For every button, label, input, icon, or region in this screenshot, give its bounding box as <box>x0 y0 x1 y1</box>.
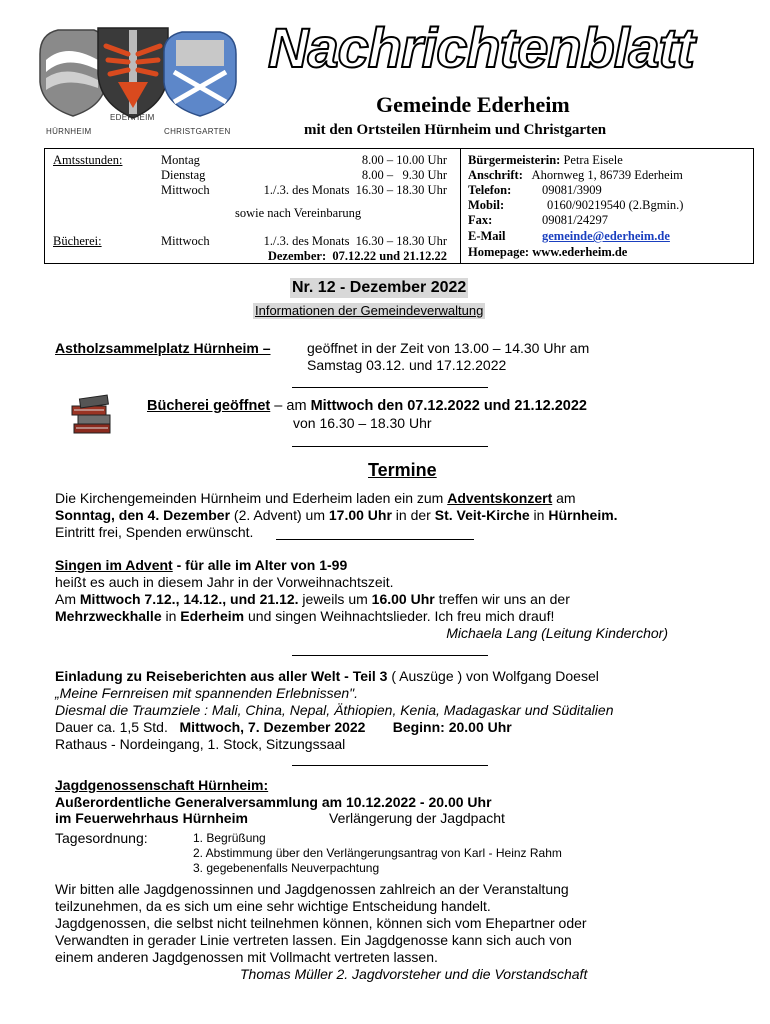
separator-2 <box>292 446 488 447</box>
time-mittwoch: 1./.3. des Monats 16.30 – 18.30 Uhr <box>263 183 447 197</box>
vereinbarung-note: sowie nach Vereinbarung <box>235 206 362 220</box>
singen-treffen: treffen wir uns an der <box>434 591 570 607</box>
fax-value: 09081/24297 <box>542 213 608 227</box>
jagd-versammlung: Außerordentliche Generalversammlung am 10.12.2022 - 20.00 Uhr <box>55 794 492 810</box>
reise-destinations: Diesmal die Traumziele : Mali, China, Nepal, Äthiopien, Kenia, Madagaskar und Süditalien <box>55 702 614 718</box>
books-icon <box>70 394 116 438</box>
singen-title2: - für alle im Alter von 1-99 <box>172 557 348 573</box>
singen-line3 <box>55 608 554 625</box>
separator-5 <box>292 765 488 766</box>
astholz-line1: geöffnet in der Zeit von 13.00 – 14.30 Uhr am <box>307 340 590 356</box>
singen-line1: heißt es auch in diesem Jahr in der Vorweihnachtszeit. <box>55 574 394 590</box>
ortsteile-subtitle: mit den Ortsteilen Hürnheim und Christgarten <box>304 122 607 138</box>
time-dienstag: 8.00 – 9.30 Uhr <box>361 168 447 182</box>
advent-text4: in <box>529 507 549 523</box>
time-montag: 8.00 – 10.00 Uhr <box>361 153 447 167</box>
advent-date: Sonntag, den 4. Dezember <box>55 507 231 523</box>
advent-text3: in der <box>391 507 435 523</box>
jagd-item-3: 3. gegebenenfalls Neuverpachtung <box>193 861 380 875</box>
fax-label: Fax: <box>468 213 493 227</box>
singen-jeweils: jeweils um <box>298 591 372 607</box>
jagd-signature: Thomas Müller 2. Jagdvorsteher und die Vorstandschaft <box>240 966 588 982</box>
jagd-ort: im Feuerwehrhaus Hürnheim <box>55 810 248 826</box>
advent-church: St. Veit-Kirche <box>434 507 530 523</box>
reise-title: Einladung zu Reiseberichten aus aller Welt - Teil 3 <box>55 668 388 684</box>
advent-place: Hürnheim. <box>548 507 618 523</box>
advent-text: Die Kirchengemeinden Hürnheim und Ederheim laden ein zum <box>55 490 448 506</box>
singen-time: 16.00 Uhr <box>371 591 435 607</box>
reise-datum: Mittwoch, 7. Dezember 2022 <box>179 719 366 735</box>
separator-4 <box>292 655 488 656</box>
termine-heading: Termine <box>368 460 437 480</box>
jagd-p3: Jagdgenossen, die selbst nicht teilnehmen können, können sich vom Ehepartner oder <box>55 915 587 931</box>
reise-beginn: Beginn: 20.00 Uhr <box>392 719 512 735</box>
jagd-p4: Verwandten in gerader Linie vertreten lassen. Ein Jagdgenosse kann sich auch von <box>55 932 572 948</box>
singen-title: Singen im Advent <box>55 557 173 573</box>
issue-number: Nr. 12 - Dezember 2022 <box>292 279 467 296</box>
singen-am: Am <box>55 591 80 607</box>
jagd-item-1: 1. Begrüßung <box>193 831 266 845</box>
email-label: E-Mail <box>468 229 506 243</box>
singen-rest: und singen Weihnachtslieder. Ich freu mich drauf! <box>244 608 555 624</box>
buergermeisterin-label: Bürgermeisterin: <box>468 153 561 167</box>
jagd-p5: einem anderen Jagdgenossen mit Vollmacht vertreten lassen. <box>55 949 438 965</box>
homepage-link[interactable]: www.ederheim.de <box>532 245 628 259</box>
adventskonzert: Adventskonzert <box>447 490 553 506</box>
advent-time: 17.00 Uhr <box>328 507 392 523</box>
singen-line2 <box>55 591 570 608</box>
issue-subtitle: Informationen der Gemeindeverwaltung <box>255 303 484 318</box>
buecherei-dash: – am <box>270 398 311 414</box>
jagd-thema: Verlängerung der Jagdpacht <box>329 810 505 826</box>
day-dienstag: Dienstag <box>161 168 206 182</box>
reise-author: ( Auszüge ) von Wolfgang Doesel <box>387 668 599 684</box>
buecherei-label: Bücherei: <box>53 234 102 248</box>
municipal-crests-logo <box>36 24 246 126</box>
day-montag: Montag <box>161 153 200 167</box>
mobil-label: Mobil: <box>468 198 505 212</box>
singen-halle: Mehrzweckhalle <box>55 608 162 624</box>
jagd-p2: teilzunehmen, da es sich um eine sehr wichtige Entscheidung handelt. <box>55 898 491 914</box>
telefon-label: Telefon: <box>468 183 512 197</box>
advent-line1 <box>55 490 576 507</box>
amtsstunden-label: Amtsstunden: <box>53 153 123 167</box>
crest-label-christgarten: CHRISTGARTEN <box>164 127 231 136</box>
reise-subtitle: „Meine Fernreisen mit spannenden Erlebnissen". <box>55 685 359 701</box>
office-hours-box <box>44 148 754 264</box>
separator-1 <box>292 387 488 388</box>
buecherei-time: 1./.3. des Monats 16.30 – 18.30 Uhr <box>263 234 447 248</box>
singen-dates: Mittwoch 7.12., 14.12., und 21.12. <box>79 591 299 607</box>
email-link[interactable]: gemeinde@ederheim.de <box>542 229 670 243</box>
buergermeisterin-name: Petra Eisele <box>563 153 623 167</box>
crest-label-huernheim: HÜRNHEIM <box>46 127 92 136</box>
buecherei-dezember: Dezember: 07.12.22 und 21.12.22 <box>267 249 447 263</box>
astholz-line2: Samstag 03.12. und 17.12.2022 <box>307 357 507 373</box>
jagd-item-2: 2. Abstimmung über den Verlängerungsantrag von Karl - Heinz Rahm <box>193 846 562 860</box>
telefon-value: 09081/3909 <box>542 183 602 197</box>
anschrift-value: Ahornweg 1, 86739 Ederheim <box>531 168 683 182</box>
reise-details <box>55 719 512 736</box>
buecherei-time-line: von 16.30 – 18.30 Uhr <box>293 415 432 431</box>
jagd-p1: Wir bitten alle Jagdgenossinnen und Jagdgenossen zahlreich an der Veranstaltung <box>55 881 569 897</box>
homepage-label: Homepage: <box>468 245 530 259</box>
singen-signature: Michaela Lang (Leitung Kinderchor) <box>446 625 668 641</box>
advent-line3: Eintritt frei, Spenden erwünscht. <box>55 524 254 540</box>
separator-3 <box>276 539 474 540</box>
buecherei-dates: Mittwoch den 07.12.2022 und 21.12.2022 <box>310 398 587 414</box>
advent-am: am <box>552 490 576 506</box>
buecherei-open-label: Bücherei geöffnet <box>147 398 271 414</box>
buecherei-day: Mittwoch <box>161 234 210 248</box>
reise-location: Rathaus - Nordeingang, 1. Stock, Sitzungssaal <box>55 736 346 752</box>
astholz-label: Astholzsammelplatz Hürnheim – <box>55 340 271 356</box>
jagd-tagesordnung: Tagesordnung: <box>55 830 148 846</box>
infobox-divider <box>460 149 461 263</box>
gemeinde-name: Gemeinde Ederheim <box>376 92 570 117</box>
advent-line2 <box>55 507 618 524</box>
masthead-title: Nachrichtenblatt <box>268 16 694 79</box>
crest-label-ederheim: EDERHEIM <box>110 113 155 122</box>
jagd-title: Jagdgenossenschaft Hürnheim: <box>55 777 269 793</box>
advent-text2: (2. Advent) um <box>230 507 329 523</box>
singen-in: in <box>161 608 181 624</box>
day-mittwoch: Mittwoch <box>161 183 210 197</box>
mobil-value: 0160/90219540 (2.Bgmin.) <box>547 198 684 212</box>
anschrift-label: Anschrift: <box>468 168 523 182</box>
singen-ort: Ederheim <box>180 608 245 624</box>
reise-dauer: Dauer ca. 1,5 Std. <box>55 719 168 735</box>
